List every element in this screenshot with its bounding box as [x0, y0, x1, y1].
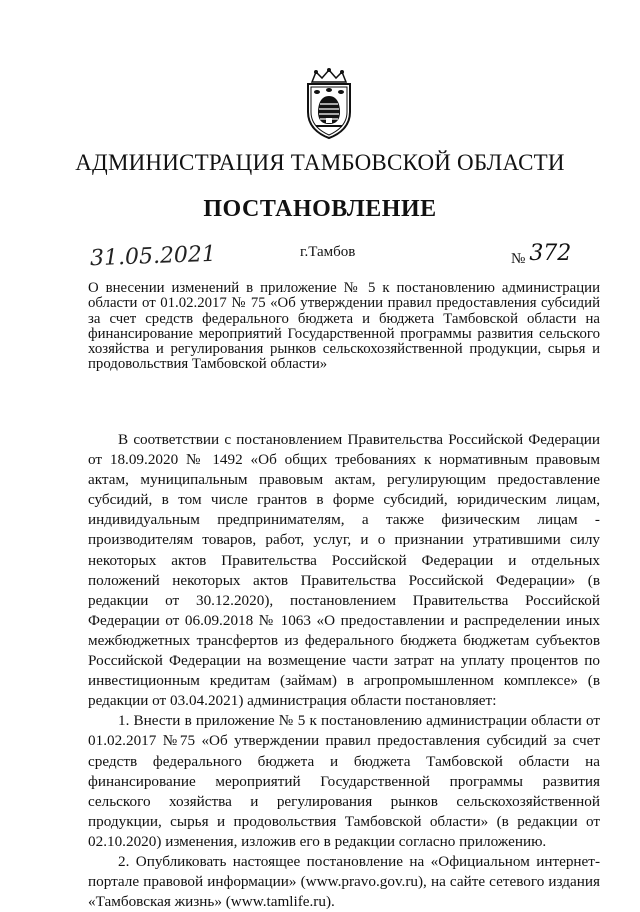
number-prefix: № — [511, 251, 526, 267]
tambov-coat-of-arms-icon — [302, 68, 356, 140]
document-date: 31.05.2021 — [89, 241, 217, 272]
item-2-paragraph: 2. Опубликовать настоящее постановление на «Официальном интернет-портале правовой информации» (www.pravo.gov.ru), на сайте сетевого издания «Тамбовская жизнь» (www.tamlife.ru). — [88, 852, 600, 911]
item-1-paragraph: 1. Внести в приложение № 5 к постановлению администрации области от 01.02.2017 №75 «Об утверждении правил предоставления субсидий за счет средств федерального бюджета и бюджета Тамбовской области на финансирование мероприятий Государственной программы развития сельского хозяйства и регулирования рынков сельскохозяйственной продукции, сырья и продовольствия Тамбовской области» (в редакции от 02.10.2020) изменения, изложив его в редакции согласно приложению. — [88, 712, 600, 850]
document-city: г.Тамбов — [300, 244, 356, 260]
document-number — [511, 241, 572, 269]
preamble-paragraph: В соответствии с постановлением Правительства Российской Федерации от 18.09.2020 № 1492 «Об общих требованиях к нормативным правовым актам, муниципальным правовым актам, регулирующим предоставление субсидий, в том числе грантов в форме субсидий, юридическим лицам, индивидуальным предпринимателям, а также физическим лицам - производителям товаров, работ, услуг, и о признании утратившими силу некоторых актов Правительства Российской Федерации и отдельных положений некоторых актов Правительства Российской Федерации» (в редакции от 30.12.2020), постановлением Правительства Российской Федерации от 06.09.2018 № 1063 «О предоставлении и распределении иных межбюджетных трансфертов из федерального бюджета бюджетам субъектов Российской Федерации на возмещение части затрат на уплату процентов по инвестиционным кредитам (займам) в агропромышленном комплексе» (в редакции от 03.04.2021) администрация области постановляет: — [88, 431, 600, 710]
document-subject: О внесении изменений в приложение № 5 к постановлению администрации области от 01.02.2017 № 75 «Об утверждении правил предоставления субсидий за счет средств федерального бюджета и бюджета Тамбовской области на финансирование мероприятий Государственной программы развития сельского хозяйства и регулирования рынков сельскохозяйственной продукции, сырья и продовольствия Тамбовской области» — [88, 280, 600, 373]
number-value: 372 — [529, 241, 572, 266]
document-type-title: ПОСТАНОВЛЕНИЕ — [203, 196, 437, 222]
document-body — [88, 430, 600, 912]
organization-title: АДМИНИСТРАЦИЯ ТАМБОВСКОЙ ОБЛАСТИ — [75, 150, 565, 175]
